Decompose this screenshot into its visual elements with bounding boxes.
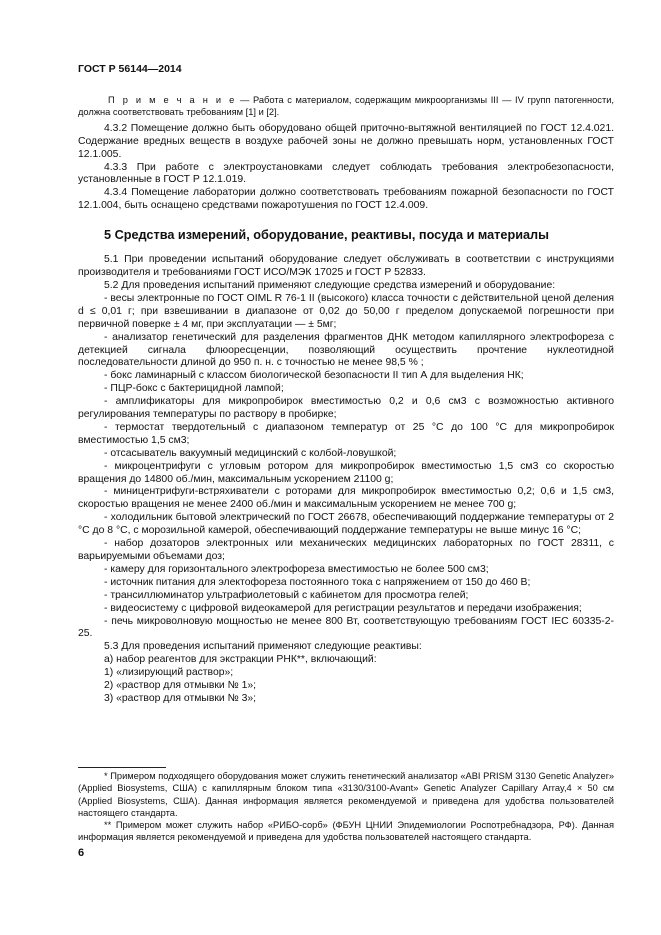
footnote: * Примером подходящего оборудования может служить генетический анализатор «ABI PRISM 3130 Genetic Analyzer» (Applied Biosystems, США) с капиллярным блоком типа «3130/3100-Avant» Genetic Analyzer Capillary Array,4 × 50 см (Applied Biosystems, США). Данная информация является рекомендуемой и приведена для удобства пользователей настоящего стандарта. — [78, 771, 614, 818]
list-item: 1) «лизирующий раствор»; — [104, 667, 234, 679]
clause-4-3-3: 4.3.3 При работе с электроустановками следует соблюдать требования электробезопасности, установленные в ГОСТ Р 12.1.019. — [78, 161, 614, 186]
list-item: - набор дозаторов электронных или механических медицинских лабораторных по ГОСТ 28311, с варьируемыми объемами доз; — [78, 538, 614, 562]
list-item: - печь микроволновую мощностью не менее 800 Вт, соответствующую требованиям ГОСТ IEC 60335-2-25. — [78, 615, 614, 640]
clause-5-1: 5.1 При проведении испытаний оборудование следует обслуживать в соответствии с инструкциями производителя и требованиями ГОСТ ИСО/МЭК 17025 и ГОСТ Р 52833. — [78, 254, 614, 279]
document-header: ГОСТ Р 56144—2014 — [78, 63, 182, 75]
list-item: 2) «раствор для отмывки № 1»; — [104, 680, 257, 692]
list-item: - источник питания для электофореза постоянного тока с напряжением от 150 до 460 В; — [104, 576, 531, 588]
list-item: - амплификаторы для микропробирок вместимостью 0,2 и 0,6 см3 с возможностью активного регулирования температуры по раствору в пробирке; — [78, 396, 614, 421]
list-item: 3) «раствор для отмывки № 3»; — [104, 692, 257, 704]
note — [78, 94, 614, 119]
list-item: - холодильник бытовой электрический по ГОСТ 26678, обеспечивающий поддержание температуры от 2 °С до 8 °С, с морозильной камерой, обеспечивающий поддержание температуры не выше минус 16 °С; — [78, 512, 614, 537]
section-heading: 5 Средства измерений, оборудование, реактивы, посуда и материалы — [104, 228, 549, 243]
list-item: - бокс ламинарный с классом биологической безопасности II тип А для выделения НК; — [104, 370, 524, 382]
footnotes — [78, 770, 614, 844]
page-number: 6 — [78, 847, 85, 859]
note-label: П р и м е ч а н и е — [108, 95, 237, 105]
list-item: - видеосистему с цифровой видеокамерой для регистрации результатов и передачи изображения; — [104, 602, 582, 614]
clause-4-3-4: 4.3.4 Помещение лаборатории должно соответствовать требованиям пожарной безопасности по ГОСТ 12.1.004, быть оснащено средствами пожаротушения по ГОСТ 12.4.009. — [78, 187, 614, 212]
list-item: - миницентрифуги-встряхиватели с роторами для микропробирок вместимостью 0,2; 0,6 и 1,5 см3, скоростью вращения не менее 2400 об./мин и максимальным ускорением не менее 700 g; — [78, 486, 614, 511]
list-item: - весы электронные по ГОСТ OIML R 76-1 II (высокого) класса точности с действительной ценой деления d ≤ 0,01 г; при взвешивании в диапазоне от 0,02 до 50,00 г пределом допускаемой погрешности при первичной поверке ± 4 мг, при эксплуатации — ± 5мг; — [78, 292, 614, 330]
list-item: - ПЦР-бокс с бактерицидной лампой; — [104, 383, 284, 395]
list-item: - камеру для горизонтального электрофореза вместимостью не более 500 см3; — [104, 563, 489, 575]
list-item: - трансиллюминатор ультрафиолетовый с кабинетом для просмотра гелей; — [104, 589, 469, 601]
list-item: - термостат твердотельный с диапазоном температур от 25 °С до 100 °С для микропробирок вместимостью 1,5 см3; — [78, 421, 614, 446]
clause-4-3-2: 4.3.2 Помещение должно быть оборудовано общей приточно-вытяжной вентиляцией по ГОСТ 12.4.021. Содержание вредных веществ в воздухе рабочей зоны не должно превышать норм, установленных ГОСТ 12.1.005. — [78, 122, 614, 160]
clause-5-2: 5.2 Для проведения испытаний применяют следующие средства измерений и оборудование: — [104, 279, 556, 291]
footnote: ** Примером может служить набор «РИБО-сорб» (ФБУН ЦНИИ Эпидемиологии Роспотребнадзора, РФ). Данная информация является рекомендуемой и приведена для удобства пользователей настоящего стандарта. — [78, 820, 614, 843]
footnote-divider — [78, 767, 166, 768]
list-item: - микроцентрифуги с угловым ротором для микропробирок вместимостью 1,5 см3 со скоростью вращения до 14800 об./мин, максимальным ускорением 21100 g; — [78, 460, 614, 485]
clause-5-3: 5.3 Для проведения испытаний применяют следующие реактивы: — [104, 641, 422, 653]
list-item: - анализатор генетический для разделения фрагментов ДНК методом капиллярного электрофореза с детекцией сигнала флюоресценции, позволяющий осуществить прочтение нуклеотидной последовательности длиной до 950 п. н. с точностью не менее 98,5 % ; — [78, 331, 614, 369]
list-item: - отсасыватель вакуумный медицинский с колбой-ловушкой; — [104, 447, 397, 459]
list-item: а) набор реагентов для экстракции РНК**, включающий: — [104, 654, 377, 666]
note-text: — Работа с материалом, содержащим микроорганизмы III — IV групп патогенности, должна соответствовать требованиям [1] и [2]. — [78, 95, 614, 118]
main-content — [78, 94, 614, 706]
